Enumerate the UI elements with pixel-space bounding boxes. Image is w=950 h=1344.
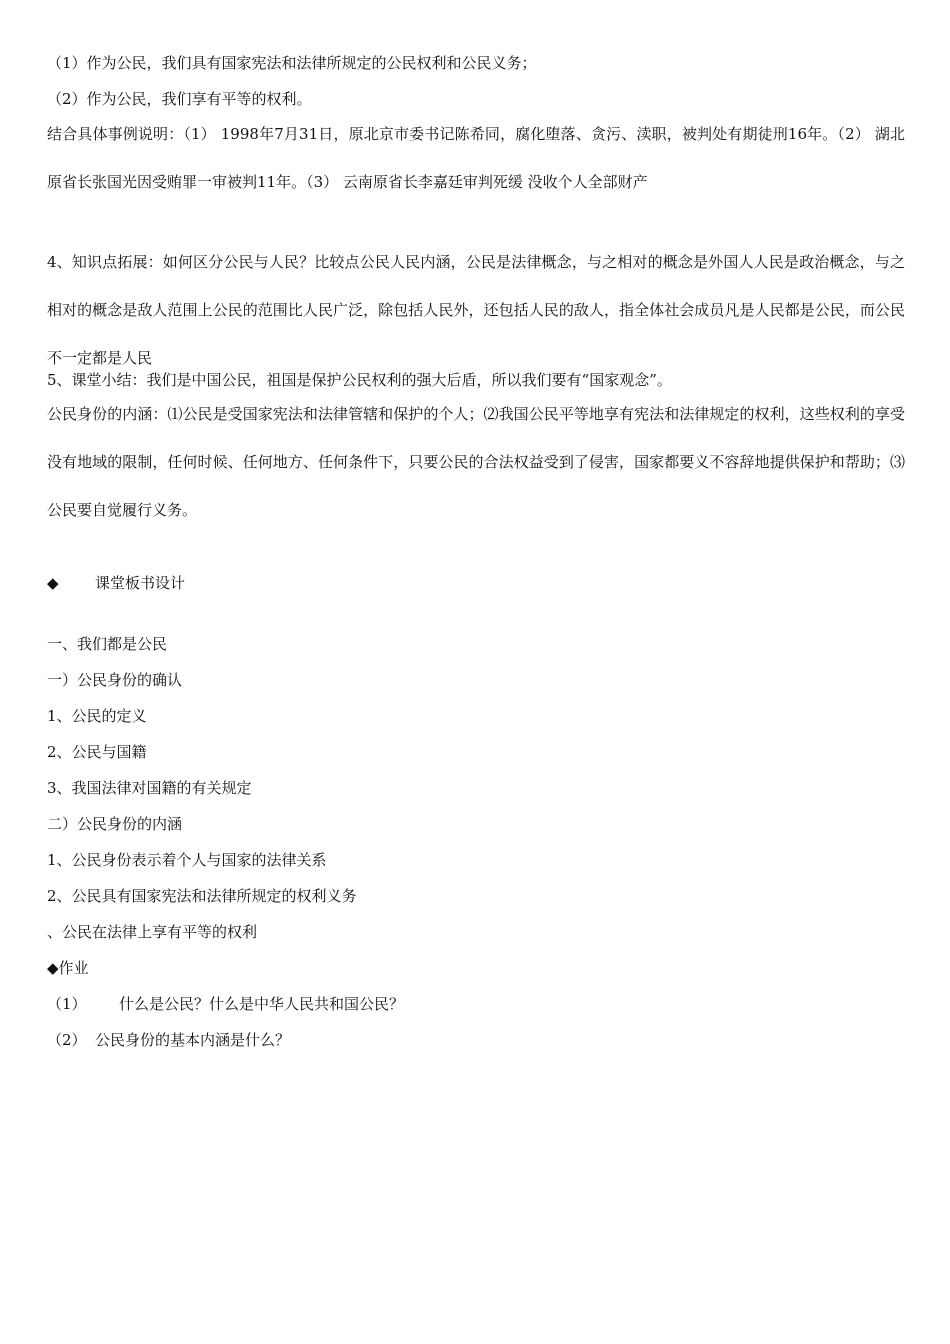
- board-item: 2、公民与国籍: [47, 743, 147, 761]
- connotation-paragraph: 公民身份的内涵：⑴公民是受国家宪法和法律管辖和保护的个人；⑵我国公民平等地享有宪法和法律规定的权利，这些权利的享受没有地域的限制，任何时候、任何地方、任何条件下，只要公民的合法权益受到了侵害，国家都要义不容辞地提供保护和帮助；⑶公民要自觉履行义务。: [47, 405, 905, 519]
- board-item: 3、我国法律对国籍的有关规定: [47, 779, 252, 797]
- homework-question: [47, 994, 404, 1014]
- question-number: （2）: [47, 1031, 87, 1049]
- board-item: 、公民在法律上享有平等的权利: [47, 923, 258, 941]
- board-item: 一、我们都是公民: [47, 635, 168, 653]
- question-text: 什么是公民？什么是中华人民共和国公民？: [119, 995, 405, 1013]
- paragraph-line: （2）作为公民，我们享有平等的权利。: [47, 90, 312, 108]
- board-item: 2、公民具有国家宪法和法律所规定的权利义务: [47, 887, 357, 905]
- board-design-heading: [47, 573, 185, 593]
- board-item: 1、公民身份表示着个人与国家的法律关系: [47, 851, 327, 869]
- class-summary: 5、课堂小结：我们是中国公民，祖国是保护公民权利的强大后盾，所以我们要有“国家观念”。: [47, 371, 672, 389]
- board-item: 1、公民的定义: [47, 707, 147, 725]
- question-text: 公民身份的基本内涵是什么？: [95, 1031, 291, 1049]
- board-item: 一）公民身份的确认: [47, 671, 183, 689]
- board-design-label: 课堂板书设计: [95, 574, 186, 592]
- diamond-bullet-icon: ◆: [47, 574, 59, 592]
- board-item: 二）公民身份的内涵: [47, 815, 183, 833]
- paragraph-line: （1）作为公民，我们具有国家宪法和法律所规定的公民权利和公民义务；: [47, 54, 537, 72]
- example-paragraph: 结合具体事例说明：（1） 1998年7月31日，原北京市委书记陈希同，腐化堕落、贪污、渎职，被判处有期徒刑16年。（2） 湖北原省长张国光因受贿罪一审被判11年。（3） 云南原省长李嘉廷审判死缓 没收个人全部财产: [47, 125, 905, 191]
- knowledge-paragraph: 4、知识点拓展：如何区分公民与人民？比较点公民人民内涵，公民是法律概念，与之相对的概念是外国人人民是政治概念，与之相对的概念是敌人范围上公民的范围比人民广泛，除包括人民外，还包括人民的敌人，指全体社会成员凡是人民都是公民，而公民不一定都是人民: [47, 253, 905, 367]
- question-number: （1）: [47, 995, 87, 1013]
- homework-title: ◆作业: [47, 959, 89, 977]
- homework-question: [47, 1030, 290, 1050]
